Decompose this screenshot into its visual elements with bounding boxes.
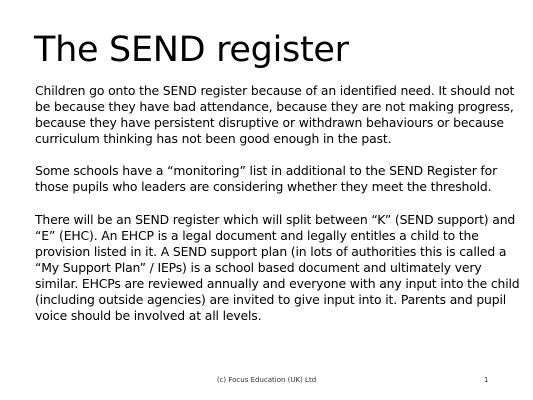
slide-body [35,83,523,340]
paragraph-monitoring-list: Some schools have a “monitoring” list in additional to the SEND Register for those pupils who leaders are considering whether they meet the threshold. [35,163,498,195]
footer-credit: (c) Focus Education (UK) Ltd [216,376,317,384]
paragraph-ehcp-and-support-plans: There will be an SEND register which will split between “K” (SEND support) and “E” (EHC). An EHCP is a legal document and legally entitles a child to the provision listed in it. A SEND support plan (in lots of authorities this is called a “My Support Plan” / IEPs) is a school based document and ultimately very similar. EHCPs are reviewed annually and everyone with any input into the child (including outside agencies) are invited to give input into it. Parents and pupil voice should be involved at all levels. [35,211,520,324]
page-number: 1 [484,376,489,384]
paragraph-send-register-criteria: Children go onto the SEND register because of an identified need. It should not be because they have bad attendance, because they are not making progress, because they have persistent disruptive or withdrawn behaviours or because curriculum thinking has not been good enough in the past. [35,83,515,147]
slide-title: The SEND register [34,30,349,70]
